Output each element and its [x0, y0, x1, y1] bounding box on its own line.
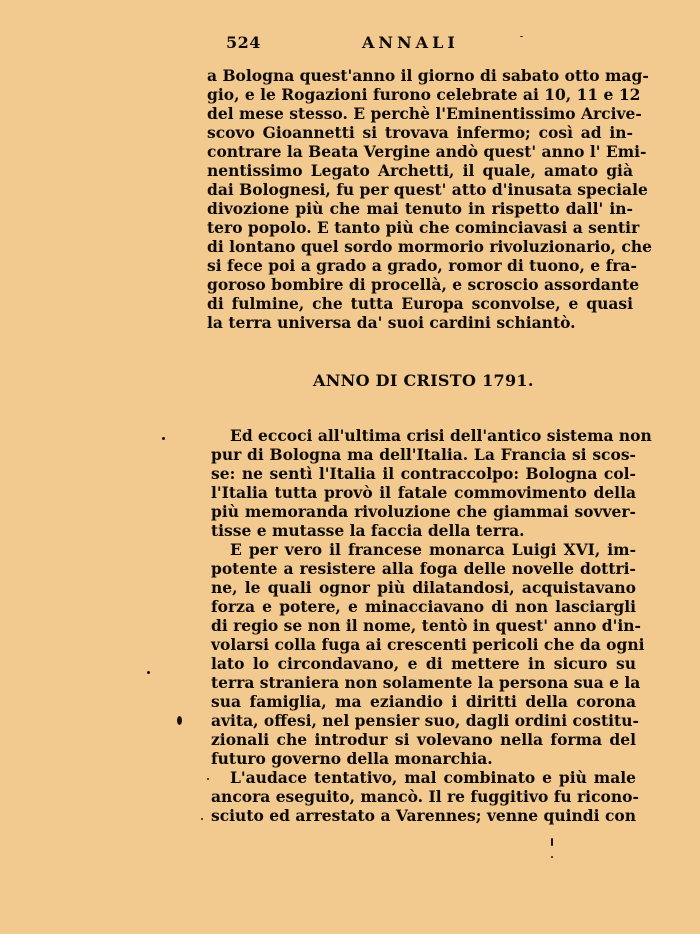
text-line: nentissimo Legato Archetti, il quale, amato già — [207, 161, 633, 180]
text-line: più memoranda rivoluzione che giammai sovver- — [211, 502, 636, 521]
text-line: forza e potere, e minacciavano di non lasciargli — [211, 597, 636, 616]
text-line: si fece poi a grado a grado, romor di tuono, e fra- — [207, 256, 637, 275]
text-line: potente a resistere alla foga delle novelle dottri- — [211, 559, 636, 578]
running-title: ANNALI — [362, 33, 459, 52]
text-line: zionali che introdur si volevano nella forma del — [211, 730, 636, 749]
text-line: di fulmine, che tutta Europa sconvolse, e quasi — [207, 294, 633, 313]
scan-speck — [551, 856, 553, 858]
text-line: tisse e mutasse la faccia della terra. — [211, 521, 525, 540]
text-line: di regio se non il nome, tentò in quest' anno d'in- — [211, 616, 641, 635]
text-line: avita, offesi, nel pensier suo, dagli ordini costitu- — [211, 711, 639, 730]
text-line: di lontano quel sordo mormorio rivoluzionario, che — [207, 237, 652, 256]
text-line: ne, le quali ognor più dilatandosi, acquistavano — [211, 578, 636, 597]
text-line: la terra universa da' suoi cardini schiantò. — [207, 313, 576, 332]
text-line: L'audace tentativo, mal combinato e più male — [230, 768, 636, 787]
text-line: contrare la Beata Vergine andò quest' anno l' Emi- — [207, 142, 647, 161]
text-line: a Bologna quest'anno il giorno di sabato otto mag- — [207, 66, 649, 85]
scan-speck — [162, 437, 165, 440]
scan-speck — [177, 716, 182, 725]
scan-speck — [201, 818, 203, 820]
text-line: se: ne sentì l'Italia il contraccolpo: Bologna col- — [211, 464, 636, 483]
text-line: goroso bombire di procellà, e scroscio assordante — [207, 275, 640, 294]
text-line: scovo Gioannetti si trovava infermo; così ad in- — [207, 123, 633, 142]
section-heading: ANNO DI CRISTO 1791. — [313, 371, 534, 390]
text-line: sciuto ed arrestato a Varennes; venne quindi con — [211, 806, 636, 825]
scan-speck — [207, 778, 209, 780]
text-line: dai Bolognesi, fu per quest' atto d'inusata speciale — [207, 180, 648, 199]
page-number: 524 — [226, 33, 261, 52]
text-line: ancora eseguito, mancò. Il re fuggitivo fu ricono- — [211, 787, 639, 806]
text-line: gio, e le Rogazioni furono celebrate ai 10, 11 e 12 — [207, 85, 641, 104]
scan-speck — [551, 838, 553, 846]
text-line: terra straniera non solamente la persona sua e la — [211, 673, 641, 692]
scan-speck — [520, 36, 523, 37]
text-line: del mese stesso. E perchè l'Eminentissimo Arcive- — [207, 104, 642, 123]
text-line: l'Italia tutta provò il fatale commovimento della — [211, 483, 636, 502]
text-line: pur di Bologna ma dell'Italia. La Francia si scos- — [211, 445, 636, 464]
text-line: futuro governo della monarchia. — [211, 749, 493, 768]
text-line: volarsi colla fuga ai crescenti pericoli che da ogni — [211, 635, 645, 654]
text-line: Ed eccoci all'ultima crisi dell'antico sistema non — [230, 426, 652, 445]
scan-speck — [147, 671, 150, 674]
text-line: lato lo circondavano, e di mettere in sicuro su — [211, 654, 636, 673]
text-line: sua famiglia, ma eziandio i diritti della corona — [211, 692, 636, 711]
text-line: tero popolo. E tanto più che cominciavasi a sentir — [207, 218, 640, 237]
text-line: divozione più che mai tenuto in rispetto dall' in- — [207, 199, 633, 218]
text-line: E per vero il francese monarca Luigi XVI, im- — [230, 540, 636, 559]
